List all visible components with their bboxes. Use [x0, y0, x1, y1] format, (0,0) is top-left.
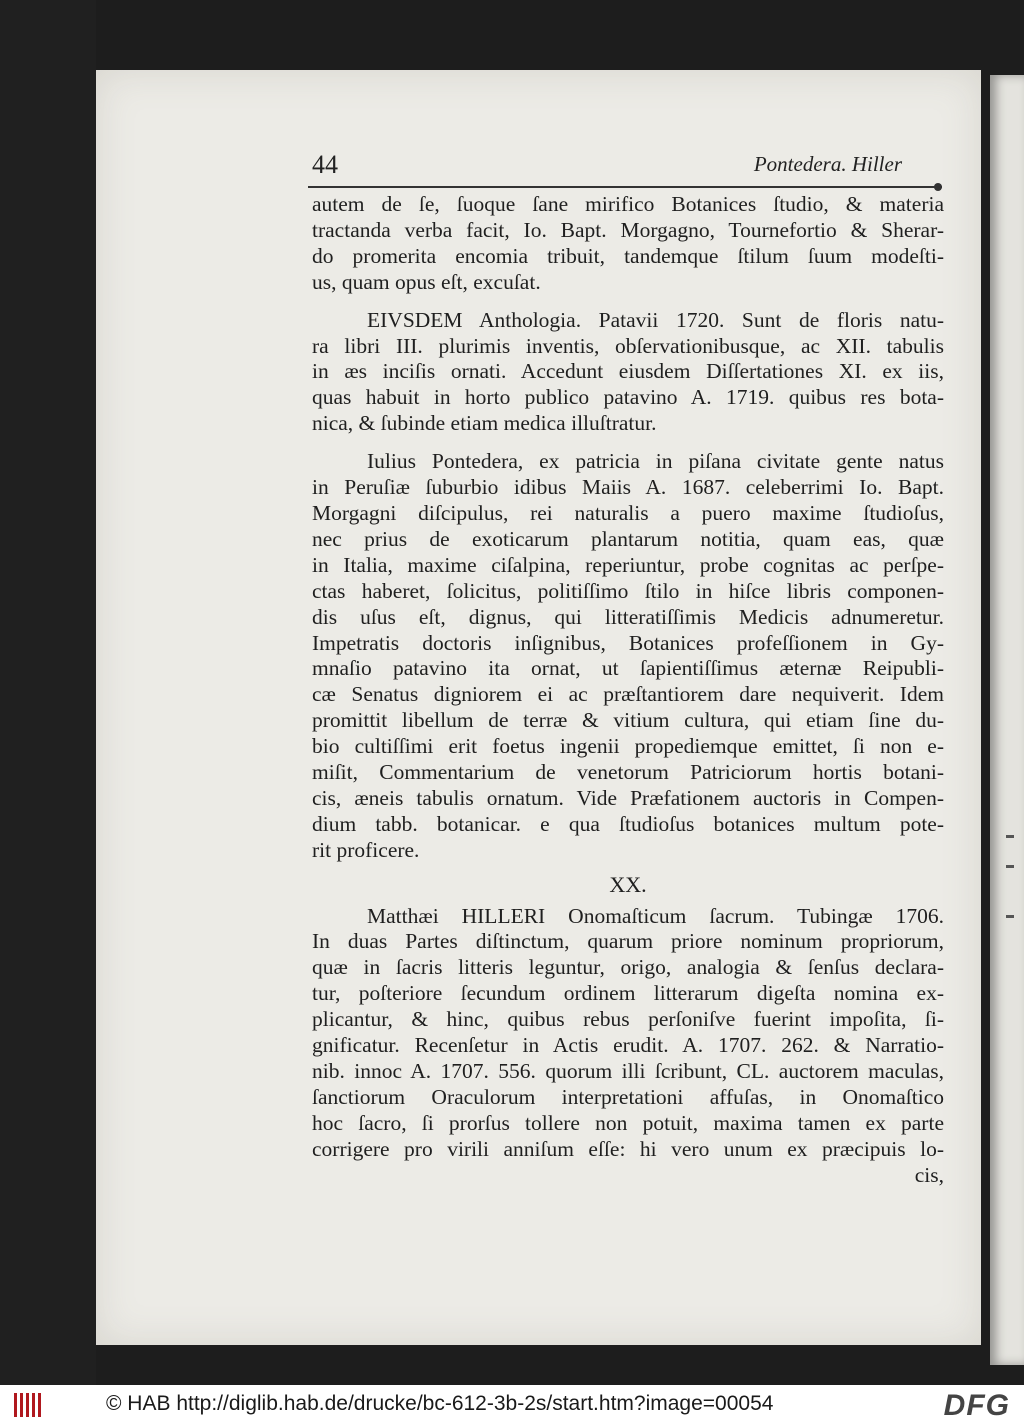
- text-line: tur, poſteriore ſecundum ordinem litterarum digeſta nomina ex-: [312, 981, 944, 1006]
- text-line: autem de ſe, ſuoque ſane mirifico Botanices ſtudio, & materia: [312, 192, 944, 216]
- text-line: Matthæi HILLERI Onomaſticum ſacrum. Tubingæ 1706.: [367, 903, 944, 928]
- edge-mark: [1006, 865, 1014, 868]
- text-line: nec prius de exoticarum plantarum notitia, quam eas, quæ: [312, 526, 944, 551]
- text-line: gnificatur. Recenſetur in Actis erudit. A. 1707. 262. & Narratio-: [312, 1033, 944, 1058]
- text-line: bio cultiſſimi erit foetus ingenii propediemque emittet, ſi non e-: [312, 734, 944, 759]
- text-line: in æs inciſis ornati. Accedunt eiusdem Diſſertationes XI. ex iis,: [312, 359, 944, 384]
- text-line: Impetratis doctoris inſignibus, Botanices profeſſionem in Gy-: [312, 630, 944, 655]
- text-line: cæ Senatus digniorem ei ac præſtantiorem dare nequiverit. Idem: [312, 682, 944, 707]
- catchword: cis,: [914, 1162, 944, 1187]
- text-line: cis, æneis tabulis ornatum. Vide Præfationem auctoris in Compen-: [312, 785, 944, 810]
- text-line: promittit libellum de terræ & vitium cultura, qui etiam ſine du-: [312, 708, 944, 733]
- text-line: ſanctiorum Oraculorum interpretationi affuſas, in Onomaſtico: [312, 1084, 944, 1109]
- text-line: In duas Partes diſtinctum, quarum priore nominum propriorum,: [312, 929, 944, 954]
- source-link[interactable]: © HAB http://diglib.hab.de/drucke/bc-612-3b-2s/start.htm?image=00054: [106, 1392, 774, 1415]
- paragraph-1: [312, 192, 944, 296]
- text-line: ctas haberet, ſolicitus, politiſſimo ſtilo in hiſce libris componen-: [312, 578, 944, 603]
- text-line: hoc ſacro, ſi prorſus tollere non potuit, maxima tamen ex parte: [312, 1110, 944, 1135]
- text-line: tractanda verba facit, Io. Bapt. Morgagno, Tournefortio & Sherar-: [312, 217, 944, 242]
- text-line: corrigere pro virili anniſum eſſe: hi vero unum ex præcipuis lo-: [312, 1136, 944, 1161]
- text-line: in Italia, maxime ciſalpina, reperiuntur, probe cognitas ac perſpe-: [312, 552, 944, 577]
- text-line: nica, & ſubinde etiam medica illuſtratur.: [312, 411, 657, 436]
- text-line: in Peruſiæ ſuburbio idibus Maiis A. 1687. celeberrimi Io. Bapt.: [312, 475, 944, 500]
- rule-ornament: [934, 183, 942, 191]
- edge-mark: [1006, 835, 1014, 838]
- text-line: us, quam opus eſt, excuſat.: [312, 269, 541, 294]
- text-line: quæ in ſacris litteris leguntur, origo, analogia & ſenſus declara-: [312, 955, 944, 980]
- text-line: quas habuit in horto publico patavino A. 1719. quibus res bota-: [312, 385, 944, 410]
- text-line: do promerita encomia tribuit, tandemque ſtilum ſuum modeſti-: [312, 243, 944, 268]
- header-rule: [308, 186, 942, 188]
- page-number: 44: [312, 150, 338, 179]
- body-text: [312, 192, 944, 1189]
- running-head: Pontedera. Hiller: [753, 152, 902, 176]
- dfg-logo: DFG: [943, 1389, 1010, 1422]
- scan-background-left: [0, 0, 96, 1385]
- text-line: Iulius Pontedera, ex patricia in piſana civitate gente natus: [367, 449, 944, 474]
- section-number: XX.: [609, 871, 647, 897]
- text-line: rit proficere.: [312, 837, 420, 862]
- paragraph-4: [312, 904, 944, 1163]
- page-header: [312, 148, 944, 188]
- text-line: plicantur, & hinc, quibus rebus perſoniſve fuerint impoſita, ſi-: [312, 1007, 944, 1032]
- library-logo-icon: [14, 1393, 44, 1417]
- edge-mark: [1006, 915, 1014, 918]
- text-line: dium tabb. botanicar. e qua ſtudioſus botanices multum pote-: [312, 811, 944, 836]
- text-line: mnaſio patavino ita ornat, ut ſapientiſſimus æternæ Reipubli-: [312, 656, 944, 681]
- text-line: ra libri III. plurimis inventis, obſervationibusque, ac XII. tabulis: [312, 333, 944, 358]
- text-line: miſit, Commentarium de venetorum Patriciorum hortis botani-: [312, 760, 944, 785]
- text-line: Morgagni diſcipulus, rei naturalis a puero maxime ſtudioſus,: [312, 500, 944, 525]
- text-line: nib. innoc A. 1707. 556. quorum illi ſcribunt, CL. auctorem maculas,: [312, 1059, 944, 1083]
- text-line: dis uſus eſt, dignus, qui litteratiſſimis Medicis adnumeretur.: [312, 604, 944, 629]
- paragraph-2: [312, 308, 944, 438]
- facing-page-edge: [990, 75, 1024, 1365]
- viewer-footer: [0, 1385, 1024, 1424]
- text-line: EIVSDEM Anthologia. Patavii 1720. Sunt de floris natu-: [367, 307, 944, 332]
- paragraph-3: [312, 449, 944, 864]
